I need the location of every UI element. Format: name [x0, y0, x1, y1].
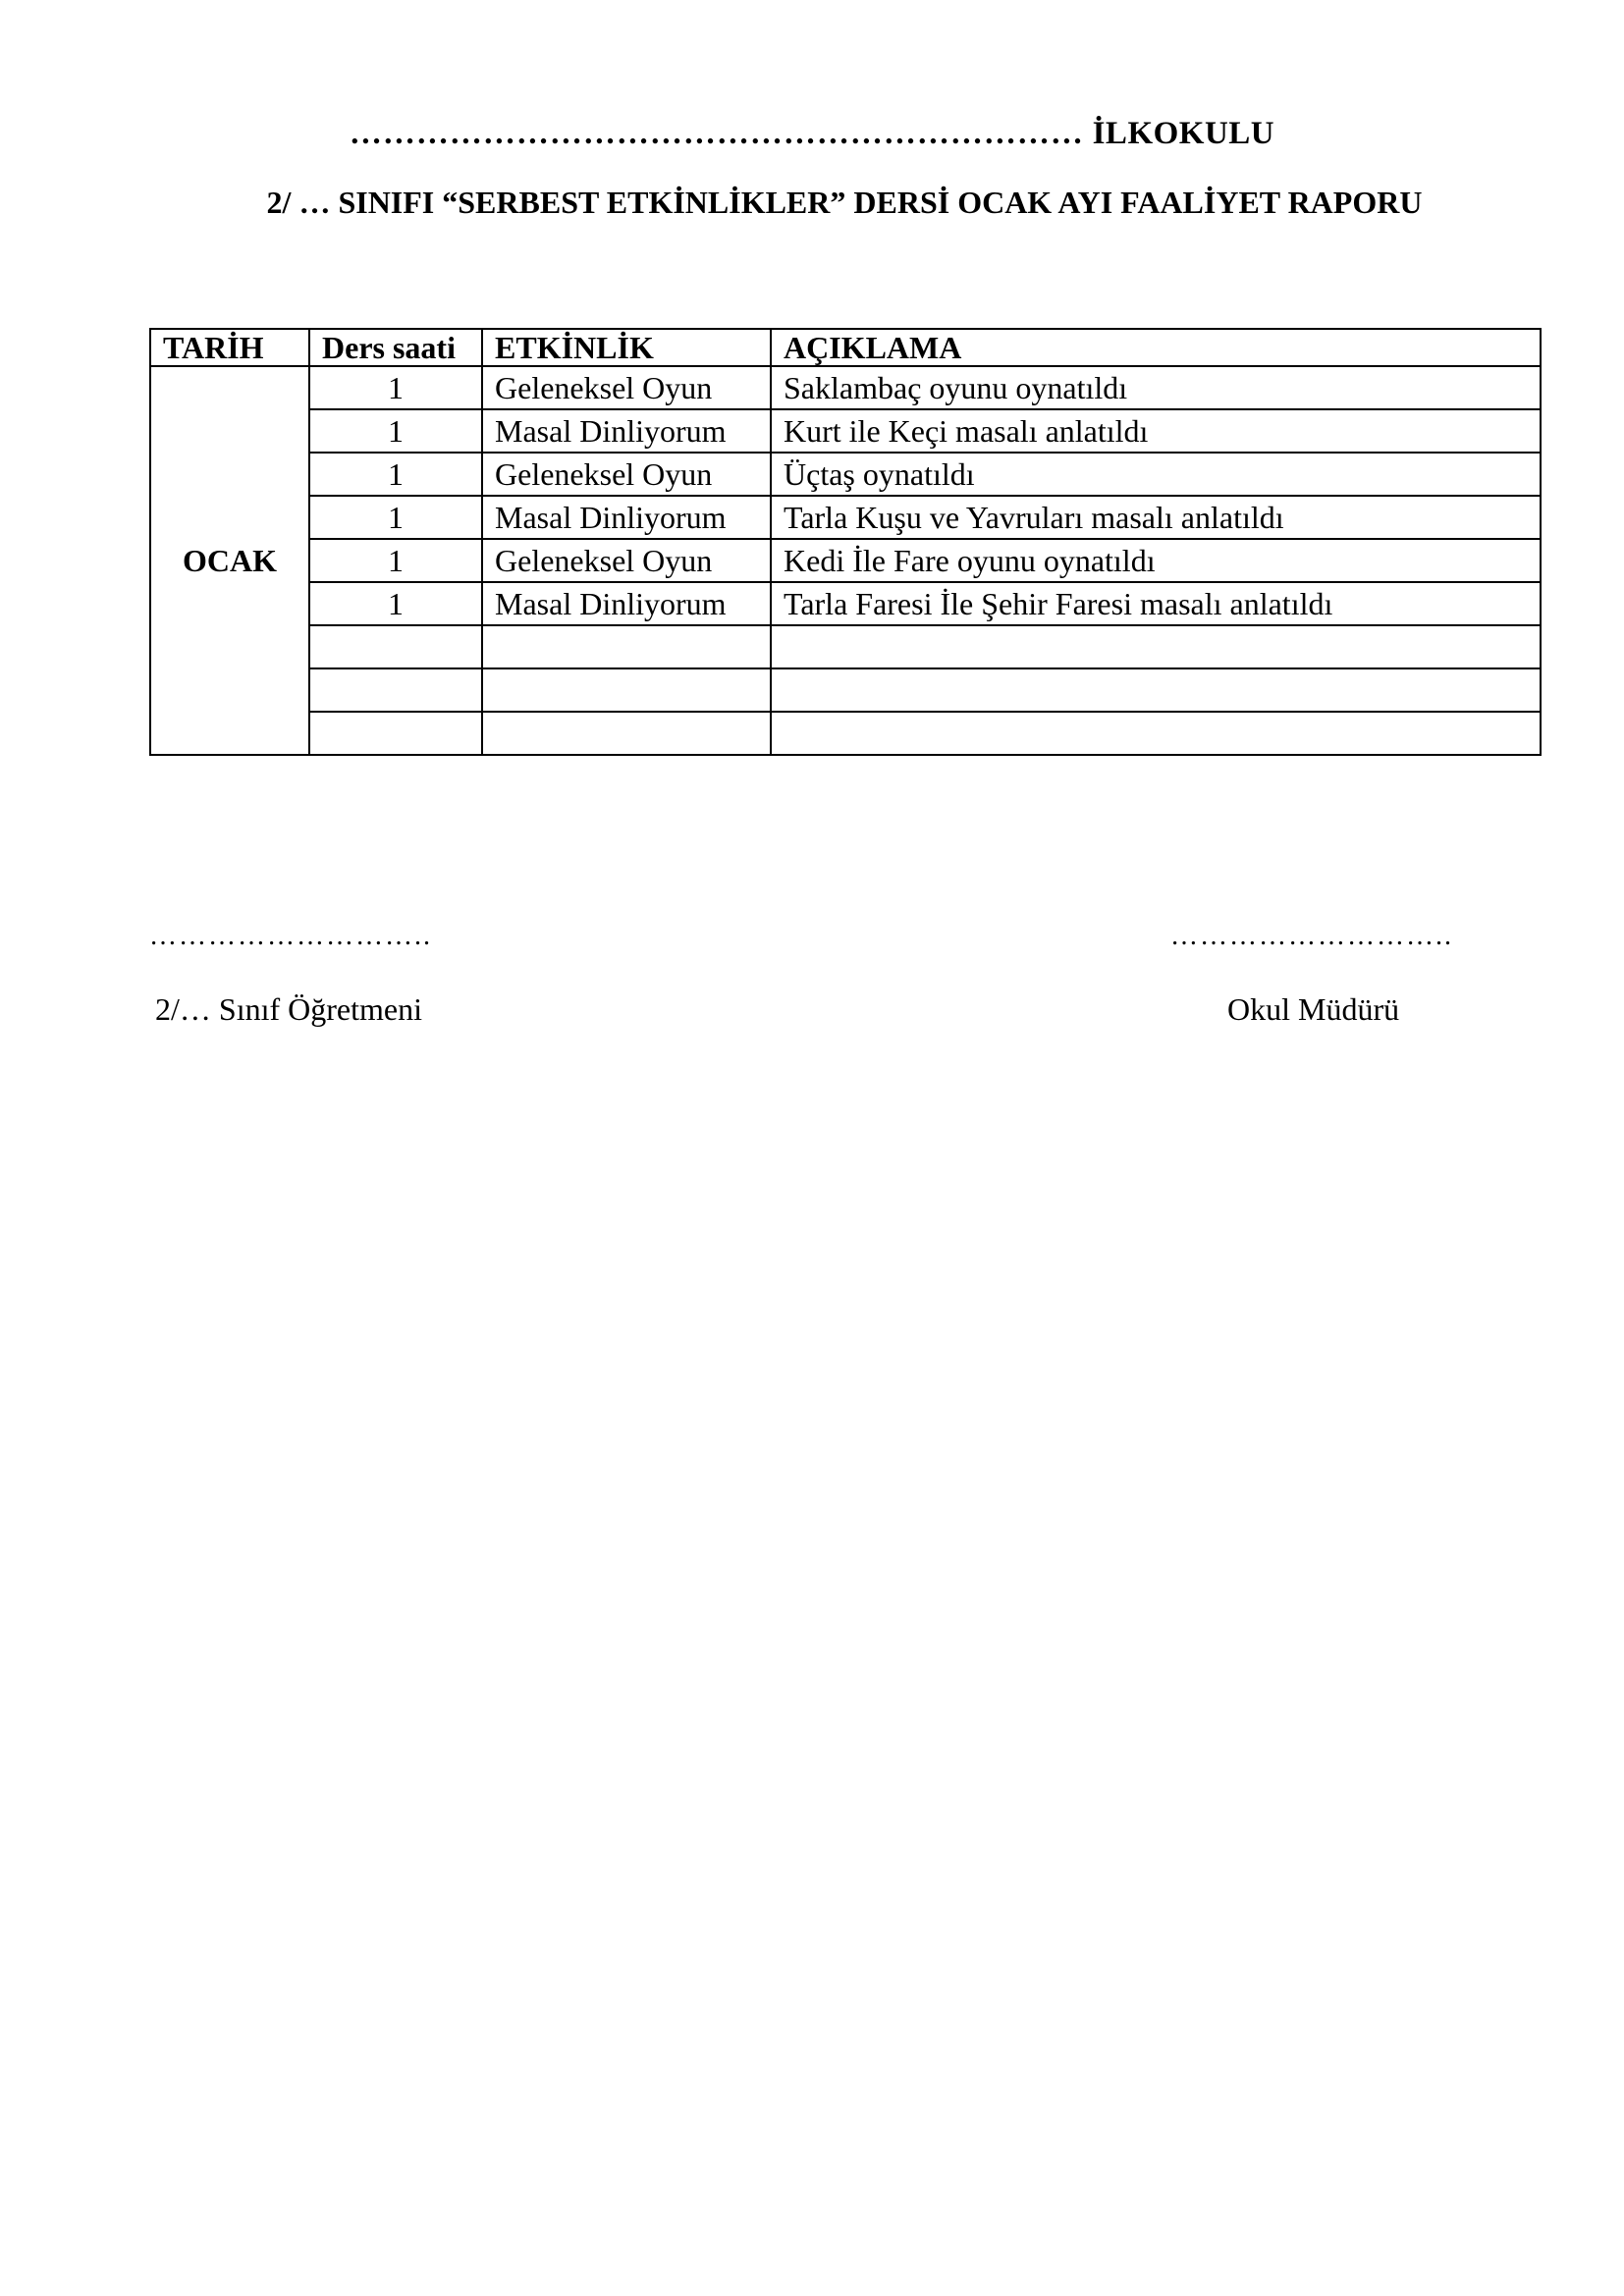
school-name-suffix: İLKOKULU — [1092, 116, 1275, 151]
table-row — [150, 582, 1541, 625]
ders-saati-cell: 1 — [309, 366, 482, 409]
report-title: 2/ … SINIFI “SERBEST ETKİNLİKLER” DERSİ OCAK AYI FAALİYET RAPORU — [266, 185, 1423, 220]
table-header-row — [150, 329, 1541, 366]
month-cell: OCAK — [150, 366, 309, 755]
aciklama-cell — [771, 625, 1541, 668]
header-tarih: TARİH — [150, 329, 309, 366]
aciklama-cell — [771, 712, 1541, 755]
table-row-empty — [150, 668, 1541, 712]
school-name-dots: ………………………………………………………… — [349, 116, 1084, 151]
etkinlik-cell: Masal Dinliyorum — [482, 409, 771, 453]
ders-saati-cell: 1 — [309, 409, 482, 453]
table-row — [150, 496, 1541, 539]
table-row — [150, 539, 1541, 582]
ders-saati-cell: 1 — [309, 453, 482, 496]
aciklama-cell: Tarla Kuşu ve Yavruları masalı anlatıldı — [771, 496, 1541, 539]
etkinlik-cell — [482, 712, 771, 755]
etkinlik-cell: Masal Dinliyorum — [482, 496, 771, 539]
ders-saati-cell: 1 — [309, 539, 482, 582]
etkinlik-cell: Masal Dinliyorum — [482, 582, 771, 625]
aciklama-cell — [771, 668, 1541, 712]
ders-saati-cell — [309, 668, 482, 712]
etkinlik-cell: Geleneksel Oyun — [482, 453, 771, 496]
aciklama-cell: Kurt ile Keçi masalı anlatıldı — [771, 409, 1541, 453]
ders-saati-cell — [309, 625, 482, 668]
aciklama-cell: Saklambaç oyunu oynatıldı — [771, 366, 1541, 409]
ders-saati-cell: 1 — [309, 582, 482, 625]
teacher-signature-line: ……………………….. — [149, 921, 432, 951]
ders-saati-cell — [309, 712, 482, 755]
table-row — [150, 409, 1541, 453]
aciklama-cell: Tarla Faresi İle Şehir Faresi masalı anlatıldı — [771, 582, 1541, 625]
table-row-empty — [150, 625, 1541, 668]
table-row — [150, 453, 1541, 496]
activity-report-table — [149, 328, 1542, 756]
etkinlik-cell: Geleneksel Oyun — [482, 539, 771, 582]
header-ders-saati: Ders saati — [309, 329, 482, 366]
table-row-empty — [150, 712, 1541, 755]
etkinlik-cell — [482, 668, 771, 712]
ders-saati-cell: 1 — [309, 496, 482, 539]
table-row — [150, 366, 1541, 409]
school-name-line — [0, 116, 1624, 152]
principal-signature-line: ……………………….. — [1170, 921, 1453, 951]
header-aciklama: AÇIKLAMA — [771, 329, 1541, 366]
principal-role-label: Okul Müdürü — [1227, 991, 1400, 1027]
header-etkinlik: ETKİNLİK — [482, 329, 771, 366]
teacher-role-label: 2/… Sınıf Öğretmeni — [155, 991, 422, 1027]
etkinlik-cell: Geleneksel Oyun — [482, 366, 771, 409]
aciklama-cell: Kedi İle Fare oyunu oynatıldı — [771, 539, 1541, 582]
etkinlik-cell — [482, 625, 771, 668]
aciklama-cell: Üçtaş oynatıldı — [771, 453, 1541, 496]
